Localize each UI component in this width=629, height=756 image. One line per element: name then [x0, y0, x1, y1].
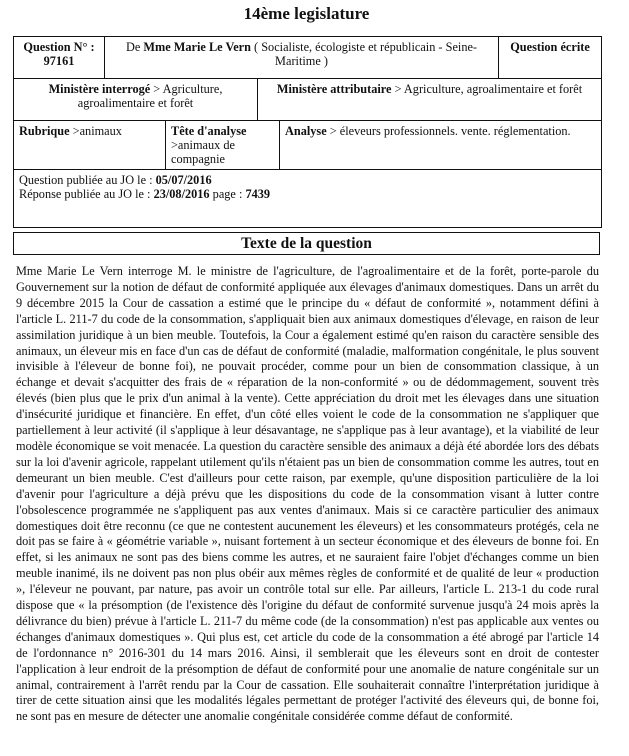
tete-analyse-label: Tête d'analyse — [171, 124, 247, 138]
question-number-cell — [14, 37, 105, 79]
author-prefix: De — [125, 40, 144, 54]
question-published-line — [19, 173, 596, 187]
ministere-interroge-cell — [14, 79, 258, 121]
rubrique-value: >animaux — [69, 124, 122, 138]
analyse-label: Analyse — [285, 124, 327, 138]
publication-cell — [14, 170, 602, 228]
response-published-line — [19, 187, 596, 201]
question-heading: Texte de la question — [13, 232, 600, 255]
analyse-cell — [280, 121, 602, 170]
ministere-interroge-value: > Agriculture, agroalimentaire et forêt — [77, 82, 223, 110]
question-text: Mme Marie Le Vern interroge M. le ministre de l'agriculture, de l'agroalimentaire et de la forêt, porte-parole du Gouvernement sur la notion de défaut de conformité appliquée aux élevages d'animaux domestiques. Dans un arrêt du 9 décembre 2015 la Cour de cassation a estimé que le principe du « défaut de conformité », notamment défini à l'article L. 211-7 du code de la consommation, s'appliquait bien aux animaux domestiques d'élevage, en raison de leur assimilation juridique à un bien meuble. Toutefois, la Cour a également estimé qu'en raison du caractère sensible des animaux, un éleveur mis en face d'un cas de défaut de conformité (maladie, malformation congénitale, le plus souvent invisible à l'éleveur de bonne foi), ne pouvait procéder, comme pour un bien de consommation classique, à un échange et devait s'acquitter des frais de « réparation de la non-conformité » ou de dédommagement, souvent très élevés (bien plus que le prix d'un animal à la vente). Cette appréciation du droit met les élevages dans une situation d'insécurité juridique et financière. En effet, d'un côté elles voient le code de la consommation ne s'appliquer que partiellement à leur activité (il s'applique à leur désavantage, ne s'applique pas à leur avantage), et la viabilité de leur modèle économique se voit menacée. La question du caractère sensible des animaux a déjà été abordée lors des débats sur la loi d'avenir agricole, rappelant utilement qu'ils n'étaient pas un bien de consommation comme les autres, tout en demeurant un bien meuble. C'est d'ailleurs pour cette raison, par exemple, qu'une disposition particulière de la loi d'avenir pour l'agriculture a déjà prévu que les dispositions du code de la consommation visant à lutter contre l'obsolescence programmée ne s'appliquent pas aux ventes d'animaux. Mais si ce caractère particulier des animaux domestiques doit être reconnu (ce que ne contestent aucunement les éleveurs) et les consommateurs protégés, cela ne doit pas se faire à « géométrie variable », nuisant fortement à un secteur économique et des éleveurs de bonne foi. En effet, si les animaux ne sont pas des biens comme les autres, et ne sauraient faire l'objet d'échanges comme un bien meuble inanimé, ils ne doivent pas non plus obéir aux mêmes règles de conformité et de qualité de leur « production », l'éleveur ne pouvant, par nature, pas avoir un contrôle total sur elle. Par ailleurs, l'article L. 213-1 du code rural dispose que « la présomption (de l'existence dès l'origine du défaut de conformité survenue jusqu'à 24 mois après la délivrance du bien) prévue à l'article L. 211-7 du même code (de la consommation) n'est pas applicable aux ventes ou échanges d'animaux domestiques ». Qui plus est, cet article du code de la consommation a été abrogé par l'article 14 de l'ordonnance n° 2016-301 du 14 mars 2016. Ainsi, il semblerait que les éleveurs sont en droit de contester l'application à leur endroit de la présomption de défaut de conformité pour une anomalie de nature congénitale sur un animal, contrairement à l'arrêt rendu par la Cour de cassation. Elle souhaiterait connaître l'interprétation juridique à tirer de cette situation ainsi que les modalités légales permettant de protéger l'activité des éleveurs qui, de bonne foi, ne sont pas en mesure de détecter une anomalie congénitale considérée comme défaut de conformité. — [16, 264, 599, 724]
response-page-label: page : — [209, 187, 246, 201]
question-published-date: 05/07/2016 — [155, 173, 212, 187]
question-metadata-table — [13, 36, 602, 228]
rubrique-cell — [14, 121, 166, 170]
ministere-attributaire-cell — [258, 79, 602, 121]
author-cell — [105, 37, 499, 79]
question-type: Question écrite — [499, 37, 602, 79]
tete-analyse-value: >animaux de compagnie — [171, 138, 235, 166]
author-name: Mme Marie Le Vern — [143, 40, 251, 54]
rubrique-label: Rubrique — [19, 124, 70, 138]
response-page: 7439 — [245, 187, 271, 201]
response-published-label: Réponse publiée au JO le : — [19, 187, 154, 201]
question-published-label: Question publiée au JO le : — [19, 173, 156, 187]
question-number: 97161 — [43, 54, 75, 68]
analyse-value: > éleveurs professionnels. vente. réglementation. — [326, 124, 571, 138]
page-title: 14ème legislature — [243, 4, 370, 23]
ministere-attributaire-label: Ministère attributaire — [276, 82, 392, 96]
response-published-date: 23/08/2016 — [153, 187, 210, 201]
question-number-label: Question N° : — [23, 40, 95, 54]
tete-analyse-cell — [166, 121, 280, 170]
ministere-attributaire-value: > Agriculture, agroalimentaire et forêt — [391, 82, 583, 96]
ministere-interroge-label: Ministère interrogé — [48, 82, 151, 96]
author-group: ( Socialiste, écologiste et républicain - Seine-Maritime ) — [250, 40, 478, 68]
